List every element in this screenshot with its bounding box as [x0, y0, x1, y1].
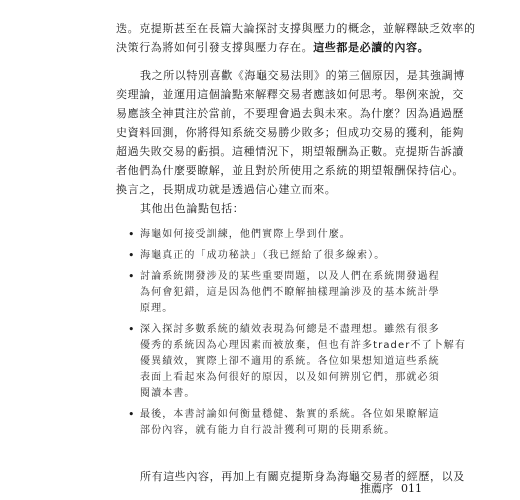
paragraph-line: 史資料回測，你將得知系統交易勝少敗多；但成功交易的獲利，能夠: [116, 126, 464, 139]
paragraph-line: 超過失敗交易的虧損。這種情況下，期望報酬為正數。克提斯告訴讀: [116, 145, 464, 158]
bullet-mark: •: [128, 270, 135, 283]
list-item-line: 優秀的系統因為心理因素而被放棄，但也有許多trader不了卜解有: [140, 340, 466, 351]
paragraph-line: 我之所以特別喜歡《海龜交易法則》的第三個原因，是其強調博: [140, 69, 465, 82]
list-item-line: 為何會犯錯，這是因為他們不瞭解抽樣理論涉及的基本統計學: [140, 287, 440, 298]
bullet-mark: •: [128, 408, 135, 421]
list-item-line: 閱讀本書。: [140, 388, 196, 399]
list-item-line: 深入探討多數系統的績效表現為何總是不盡理想。雖然有很多: [140, 324, 440, 335]
running-section-title: 推薦序: [360, 482, 393, 495]
paragraph-line: 易應該全神貫注於當前，不要理會過去與未來。為什麼？因為過過歷: [116, 107, 464, 120]
paragraph-line: 者他們為什麼要瞭解，並且對於所使用之系統的期望報酬保持信心。: [116, 164, 464, 177]
list-item-line: 原理。: [140, 303, 174, 314]
list-intro: 其他出色論點包括：: [140, 202, 245, 215]
paragraph-line: 換言之，長期成功就是透過信心建立而來。: [116, 183, 337, 196]
list-item-line: 海龜真正的「成功秘訣」（我已經給了很多線索）。: [140, 250, 386, 261]
bullet-mark: •: [128, 228, 135, 241]
list-item-line: 海龜如何接受訓練，他們實際上學到什麼。: [140, 229, 351, 240]
bullet-mark: •: [128, 323, 135, 336]
paragraph-line: 奕理論，並運用這個論點來解釋交易者應該如何思考。舉例來說，交: [116, 88, 464, 101]
bullet-mark: •: [128, 249, 135, 262]
paragraph-line: 迭。克提斯甚至在長篇大論探討支撐與壓力的概念，並解釋缺乏效率的: [116, 22, 476, 35]
page-number: 011: [401, 482, 422, 495]
list-item-line: 表面上看起來為何很好的原因，以及如何辨別它們，那就必須: [140, 372, 440, 383]
paragraph-line: 決策行為將如何引發支撐與壓力存在。這些都是必讀的內容。: [116, 41, 430, 54]
page-footer: [360, 482, 422, 496]
list-item-line: 部份內容，就有能力自行設計獲利可期的長期系統。: [140, 425, 396, 436]
paragraph-line: 所有這些內容，再加上有關克提斯身為海龜交易者的經歷，以及: [140, 470, 465, 483]
list-item-line: 優異績效，實際上卻不適用的系統。各位如果想知道這些系統: [140, 356, 440, 367]
bold-emphasis: 這些都是必讀的內容。: [313, 41, 430, 54]
list-item-line: 討論系統開發涉及的某些重要問題，以及人們在系統開發過程: [140, 271, 440, 282]
list-item-line: 最後，本書討論如何衡量穩健、紮實的系統。各位如果瞭解這: [140, 409, 440, 420]
